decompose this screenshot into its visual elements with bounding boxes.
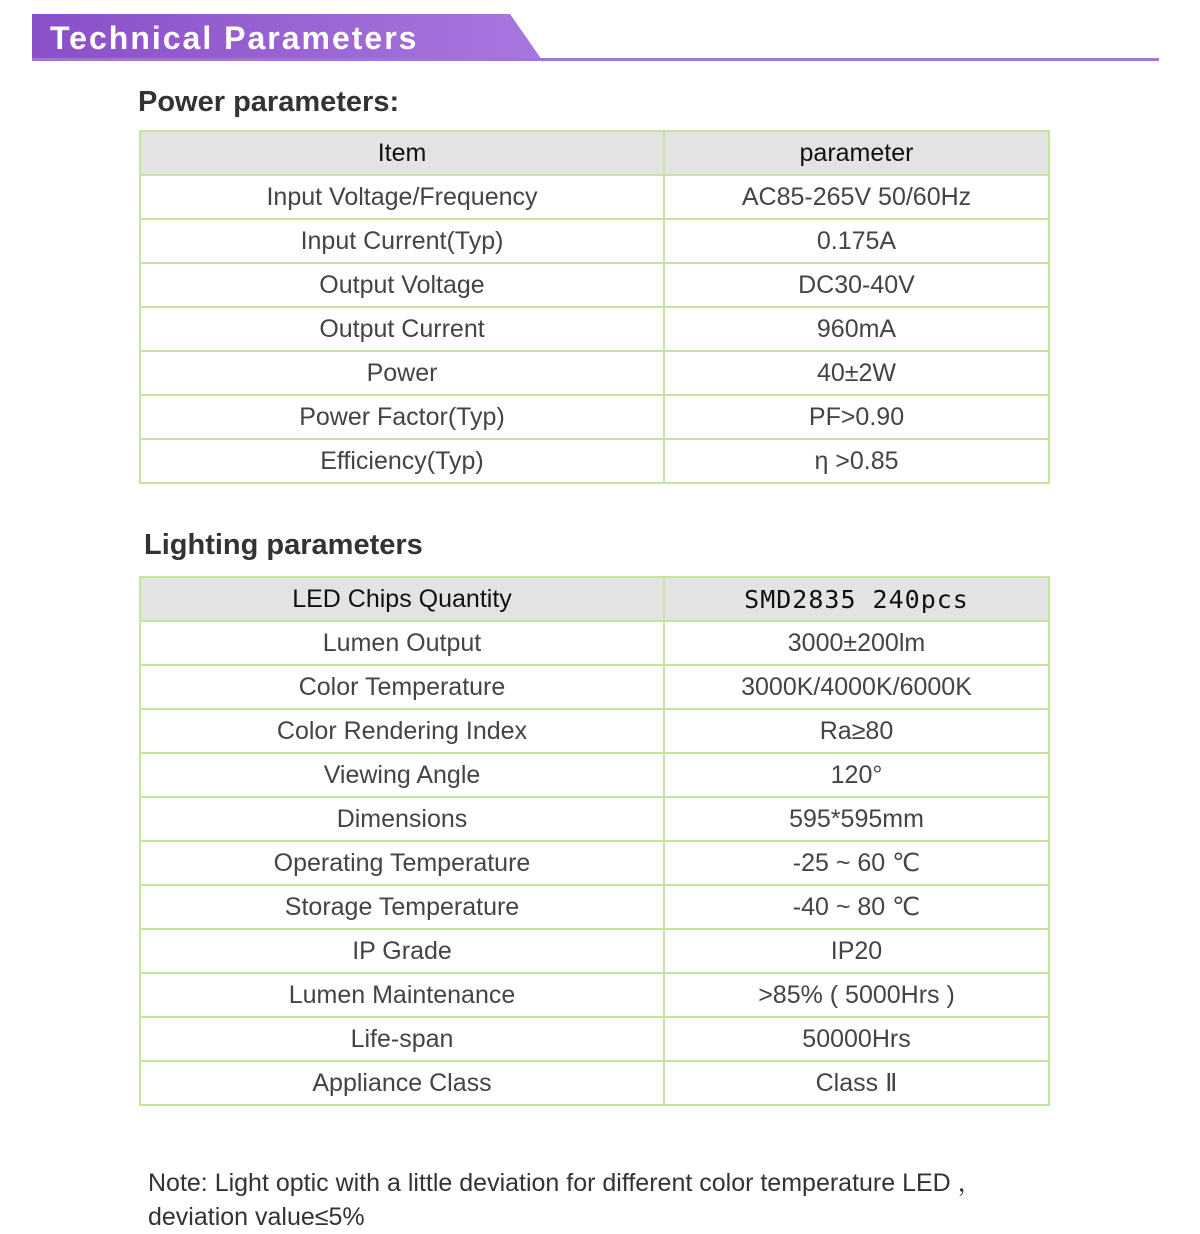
table-row: [140, 709, 1049, 753]
table-row: [140, 175, 1049, 219]
table-row: [140, 885, 1049, 929]
deviation-note: [148, 1166, 1048, 1234]
row-value: 3000K/4000K/6000K: [664, 665, 1049, 709]
table-row: [140, 395, 1049, 439]
table-row: [140, 263, 1049, 307]
table-row: [140, 929, 1049, 973]
row-item: Appliance Class: [140, 1061, 664, 1105]
power-parameters-table: [139, 130, 1050, 484]
banner-underline: [32, 58, 1159, 61]
table-row: [140, 219, 1049, 263]
row-item: Storage Temperature: [140, 885, 664, 929]
power-parameters-title: Power parameters:: [138, 86, 400, 118]
row-item: Color Temperature: [140, 665, 664, 709]
row-item: Color Rendering Index: [140, 709, 664, 753]
row-value: η >0.85: [664, 439, 1049, 483]
row-value: PF>0.90: [664, 395, 1049, 439]
row-item: Dimensions: [140, 797, 664, 841]
row-item: Output Current: [140, 307, 664, 351]
row-value: 120°: [664, 753, 1049, 797]
row-item: Viewing Angle: [140, 753, 664, 797]
table-row: [140, 439, 1049, 483]
lighting-parameters-title: Lighting parameters: [144, 529, 423, 561]
table-row: [140, 973, 1049, 1017]
table-header-row: [140, 131, 1049, 175]
row-value: AC85-265V 50/60Hz: [664, 175, 1049, 219]
row-value: DC30-40V: [664, 263, 1049, 307]
row-value: 0.175A: [664, 219, 1049, 263]
header-item: Item: [140, 131, 664, 175]
row-value: -25 ~ 60 ℃: [664, 841, 1049, 885]
row-item: Power Factor(Typ): [140, 395, 664, 439]
table-row: [140, 797, 1049, 841]
row-item: Lumen Maintenance: [140, 973, 664, 1017]
header-parameter: parameter: [664, 131, 1049, 175]
row-item: Output Voltage: [140, 263, 664, 307]
row-item: Efficiency(Typ): [140, 439, 664, 483]
header-item: LED Chips Quantity: [140, 577, 664, 621]
banner-title: Technical Parameters: [50, 20, 419, 56]
row-value: 40±2W: [664, 351, 1049, 395]
header-value: SMD2835 240pcs: [664, 577, 1049, 621]
row-value: Ra≥80: [664, 709, 1049, 753]
row-value: >85% ( 5000Hrs ): [664, 973, 1049, 1017]
row-value: -40 ~ 80 ℃: [664, 885, 1049, 929]
row-item: Input Voltage/Frequency: [140, 175, 664, 219]
note-line-1: Note: Light optic with a little deviation for different color temperature LED ，: [148, 1169, 983, 1197]
row-value: 3000±200lm: [664, 621, 1049, 665]
row-item: IP Grade: [140, 929, 664, 973]
table-header-row: [140, 577, 1049, 621]
row-item: Operating Temperature: [140, 841, 664, 885]
row-item: Power: [140, 351, 664, 395]
note-line-2: deviation value≤5%: [148, 1203, 365, 1231]
section-banner: [32, 14, 1159, 62]
row-value: 960mA: [664, 307, 1049, 351]
table-row: [140, 841, 1049, 885]
row-value: IP20: [664, 929, 1049, 973]
table-row: [140, 351, 1049, 395]
table-row: [140, 621, 1049, 665]
row-item: Input Current(Typ): [140, 219, 664, 263]
row-item: Life-span: [140, 1017, 664, 1061]
lighting-parameters-table: [139, 576, 1050, 1106]
table-row: [140, 1017, 1049, 1061]
table-row: [140, 665, 1049, 709]
row-value: Class Ⅱ: [664, 1061, 1049, 1105]
table-row: [140, 753, 1049, 797]
table-row: [140, 1061, 1049, 1105]
table-row: [140, 307, 1049, 351]
row-value: 595*595mm: [664, 797, 1049, 841]
row-item: Lumen Output: [140, 621, 664, 665]
row-value: 50000Hrs: [664, 1017, 1049, 1061]
